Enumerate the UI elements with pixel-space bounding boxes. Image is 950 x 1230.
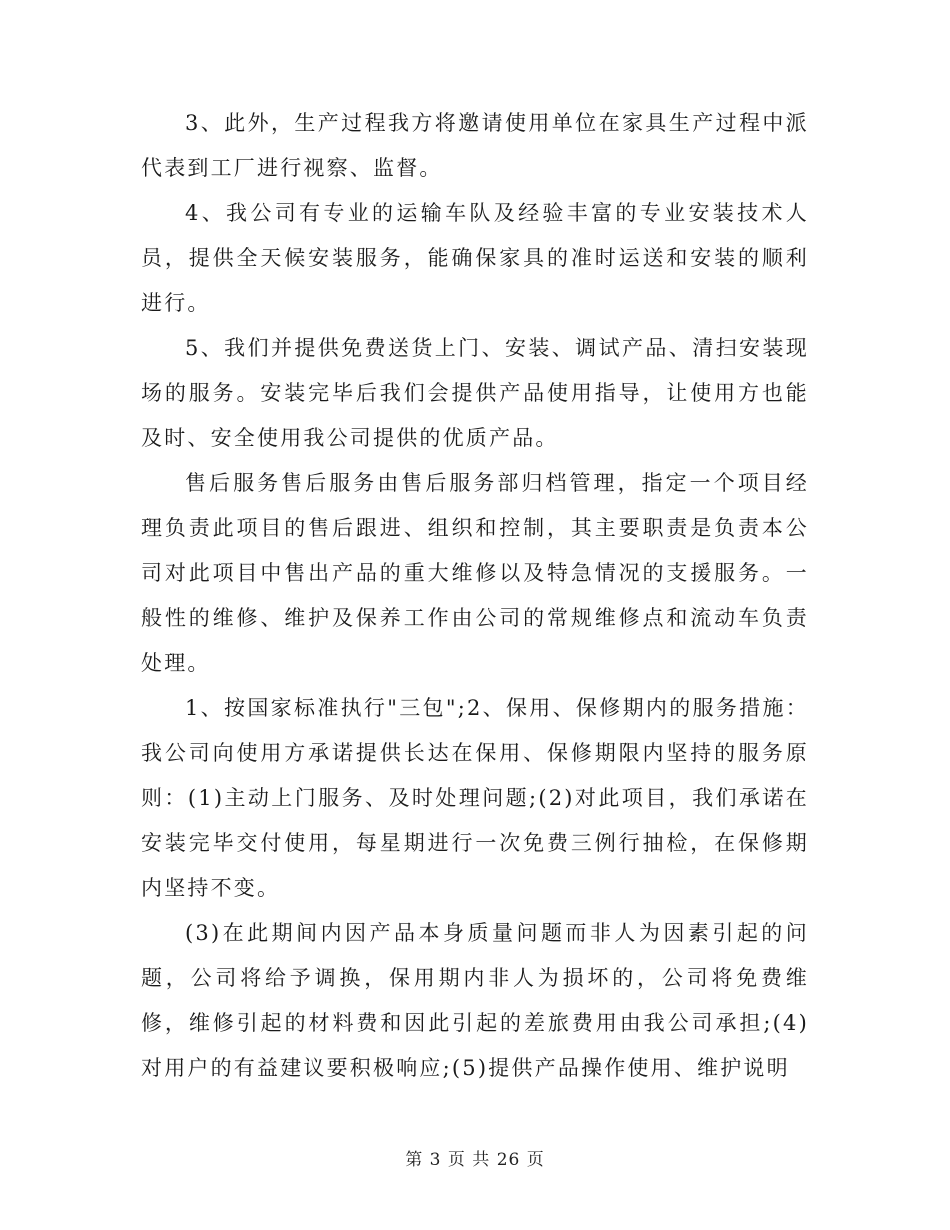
paragraph-warranty-measures: 1、按国家标准执行"三包";2、保用、保修期内的服务措施：我公司向使用方承诺提供长达在保用、保修期限内坚持的服务原则：(1)主动上门服务、及时处理问题;(2)对此项目，我们承诺在安装完毕交付使用，每星期进行一次免费三例行抽检，在保修期内坚持不变。	[141, 696, 809, 900]
paragraph-after-sales-service: 售后服务售后服务由售后服务部归档管理，指定一个项目经理负责此项目的售后跟进、组织和控制，其主要职责是负责本公司对此项目中售出产品的重大维修以及特急情况的支援服务。一般性的维修、维护及保养工作由公司的常规维修点和流动车负责处理。	[141, 471, 809, 675]
paragraph-item-5: 5、我们并提供免费送货上门、安装、调试产品、清扫安装现场的服务。安装完毕后我们会提供产品使用指导，让使用方也能及时、安全使用我公司提供的优质产品。	[141, 336, 809, 450]
paragraph-item-4: 4、我公司有专业的运输车队及经验丰富的专业安装技术人员，提供全天候安装服务，能确保家具的准时运送和安装的顺利进行。	[141, 201, 809, 315]
paragraph-item-3: 3、此外，生产过程我方将邀请使用单位在家具生产过程中派代表到工厂进行视察、监督。	[141, 111, 809, 180]
paragraph-warranty-details: (3)在此期间内因产品本身质量问题而非人为因素引起的问题，公司将给予调换，保用期内非人为损坏的，公司将免费维修，维修引起的材料费和因此引起的差旅费用由我公司承担;(4)对用户的有益建议要积极响应;(5)提供产品操作使用、维护说明	[141, 921, 809, 1080]
page-number-footer: 第 3 页 共 26 页	[405, 1150, 545, 1170]
document-body	[141, 101, 809, 1091]
